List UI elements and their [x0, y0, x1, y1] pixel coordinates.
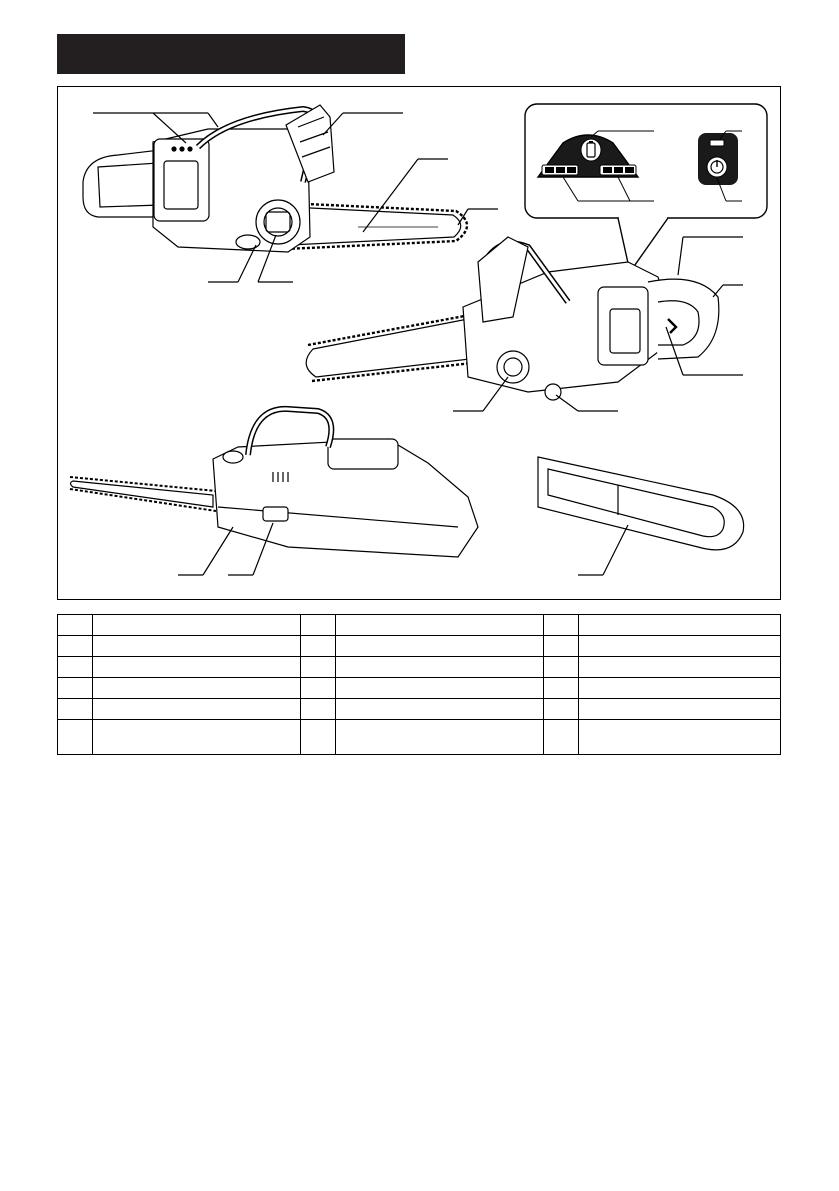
part-number: [58, 657, 93, 678]
part-number: [301, 636, 336, 657]
part-description: [336, 699, 544, 720]
part-number: [544, 615, 579, 636]
part-description: [579, 720, 781, 755]
table-row: [58, 657, 781, 678]
part-description: [579, 678, 781, 699]
part-number: [301, 678, 336, 699]
part-number: [58, 720, 93, 755]
part-description: [336, 720, 544, 755]
part-number: [58, 699, 93, 720]
part-description: [93, 636, 301, 657]
part-number: [58, 678, 93, 699]
part-number: [301, 615, 336, 636]
part-description: [336, 636, 544, 657]
part-description: [579, 615, 781, 636]
part-number: [544, 657, 579, 678]
part-description: [93, 615, 301, 636]
part-description: [336, 615, 544, 636]
control-panel-inset: [525, 104, 767, 272]
part-description: [93, 678, 301, 699]
part-number: [544, 636, 579, 657]
indicator-lamp-icon: [710, 140, 724, 146]
guide-bar-cover: [538, 457, 744, 575]
part-description: [93, 720, 301, 755]
part-number: [544, 720, 579, 755]
parts-illustration: [57, 86, 781, 600]
part-description: [93, 699, 301, 720]
part-description: [579, 657, 781, 678]
chainsaw-left-view: [306, 237, 743, 411]
table-row: [58, 699, 781, 720]
table-row: [58, 720, 781, 755]
part-number: [301, 699, 336, 720]
part-number: [544, 699, 579, 720]
table-row: [58, 615, 781, 636]
part-description: [93, 657, 301, 678]
part-number: [544, 678, 579, 699]
part-number: [58, 636, 93, 657]
power-icon: [707, 157, 727, 177]
part-description: [336, 657, 544, 678]
part-description: [579, 636, 781, 657]
parts-table: [57, 614, 781, 755]
section-title: [57, 34, 405, 74]
part-description: [336, 678, 544, 699]
part-number: [301, 657, 336, 678]
part-number: [58, 615, 93, 636]
table-row: [58, 636, 781, 657]
part-description: [579, 699, 781, 720]
part-number: [301, 720, 336, 755]
battery-icon: [581, 139, 601, 161]
table-row: [58, 678, 781, 699]
chainsaw-right-view: [83, 105, 498, 282]
chainsaw-top-view: [70, 409, 478, 575]
